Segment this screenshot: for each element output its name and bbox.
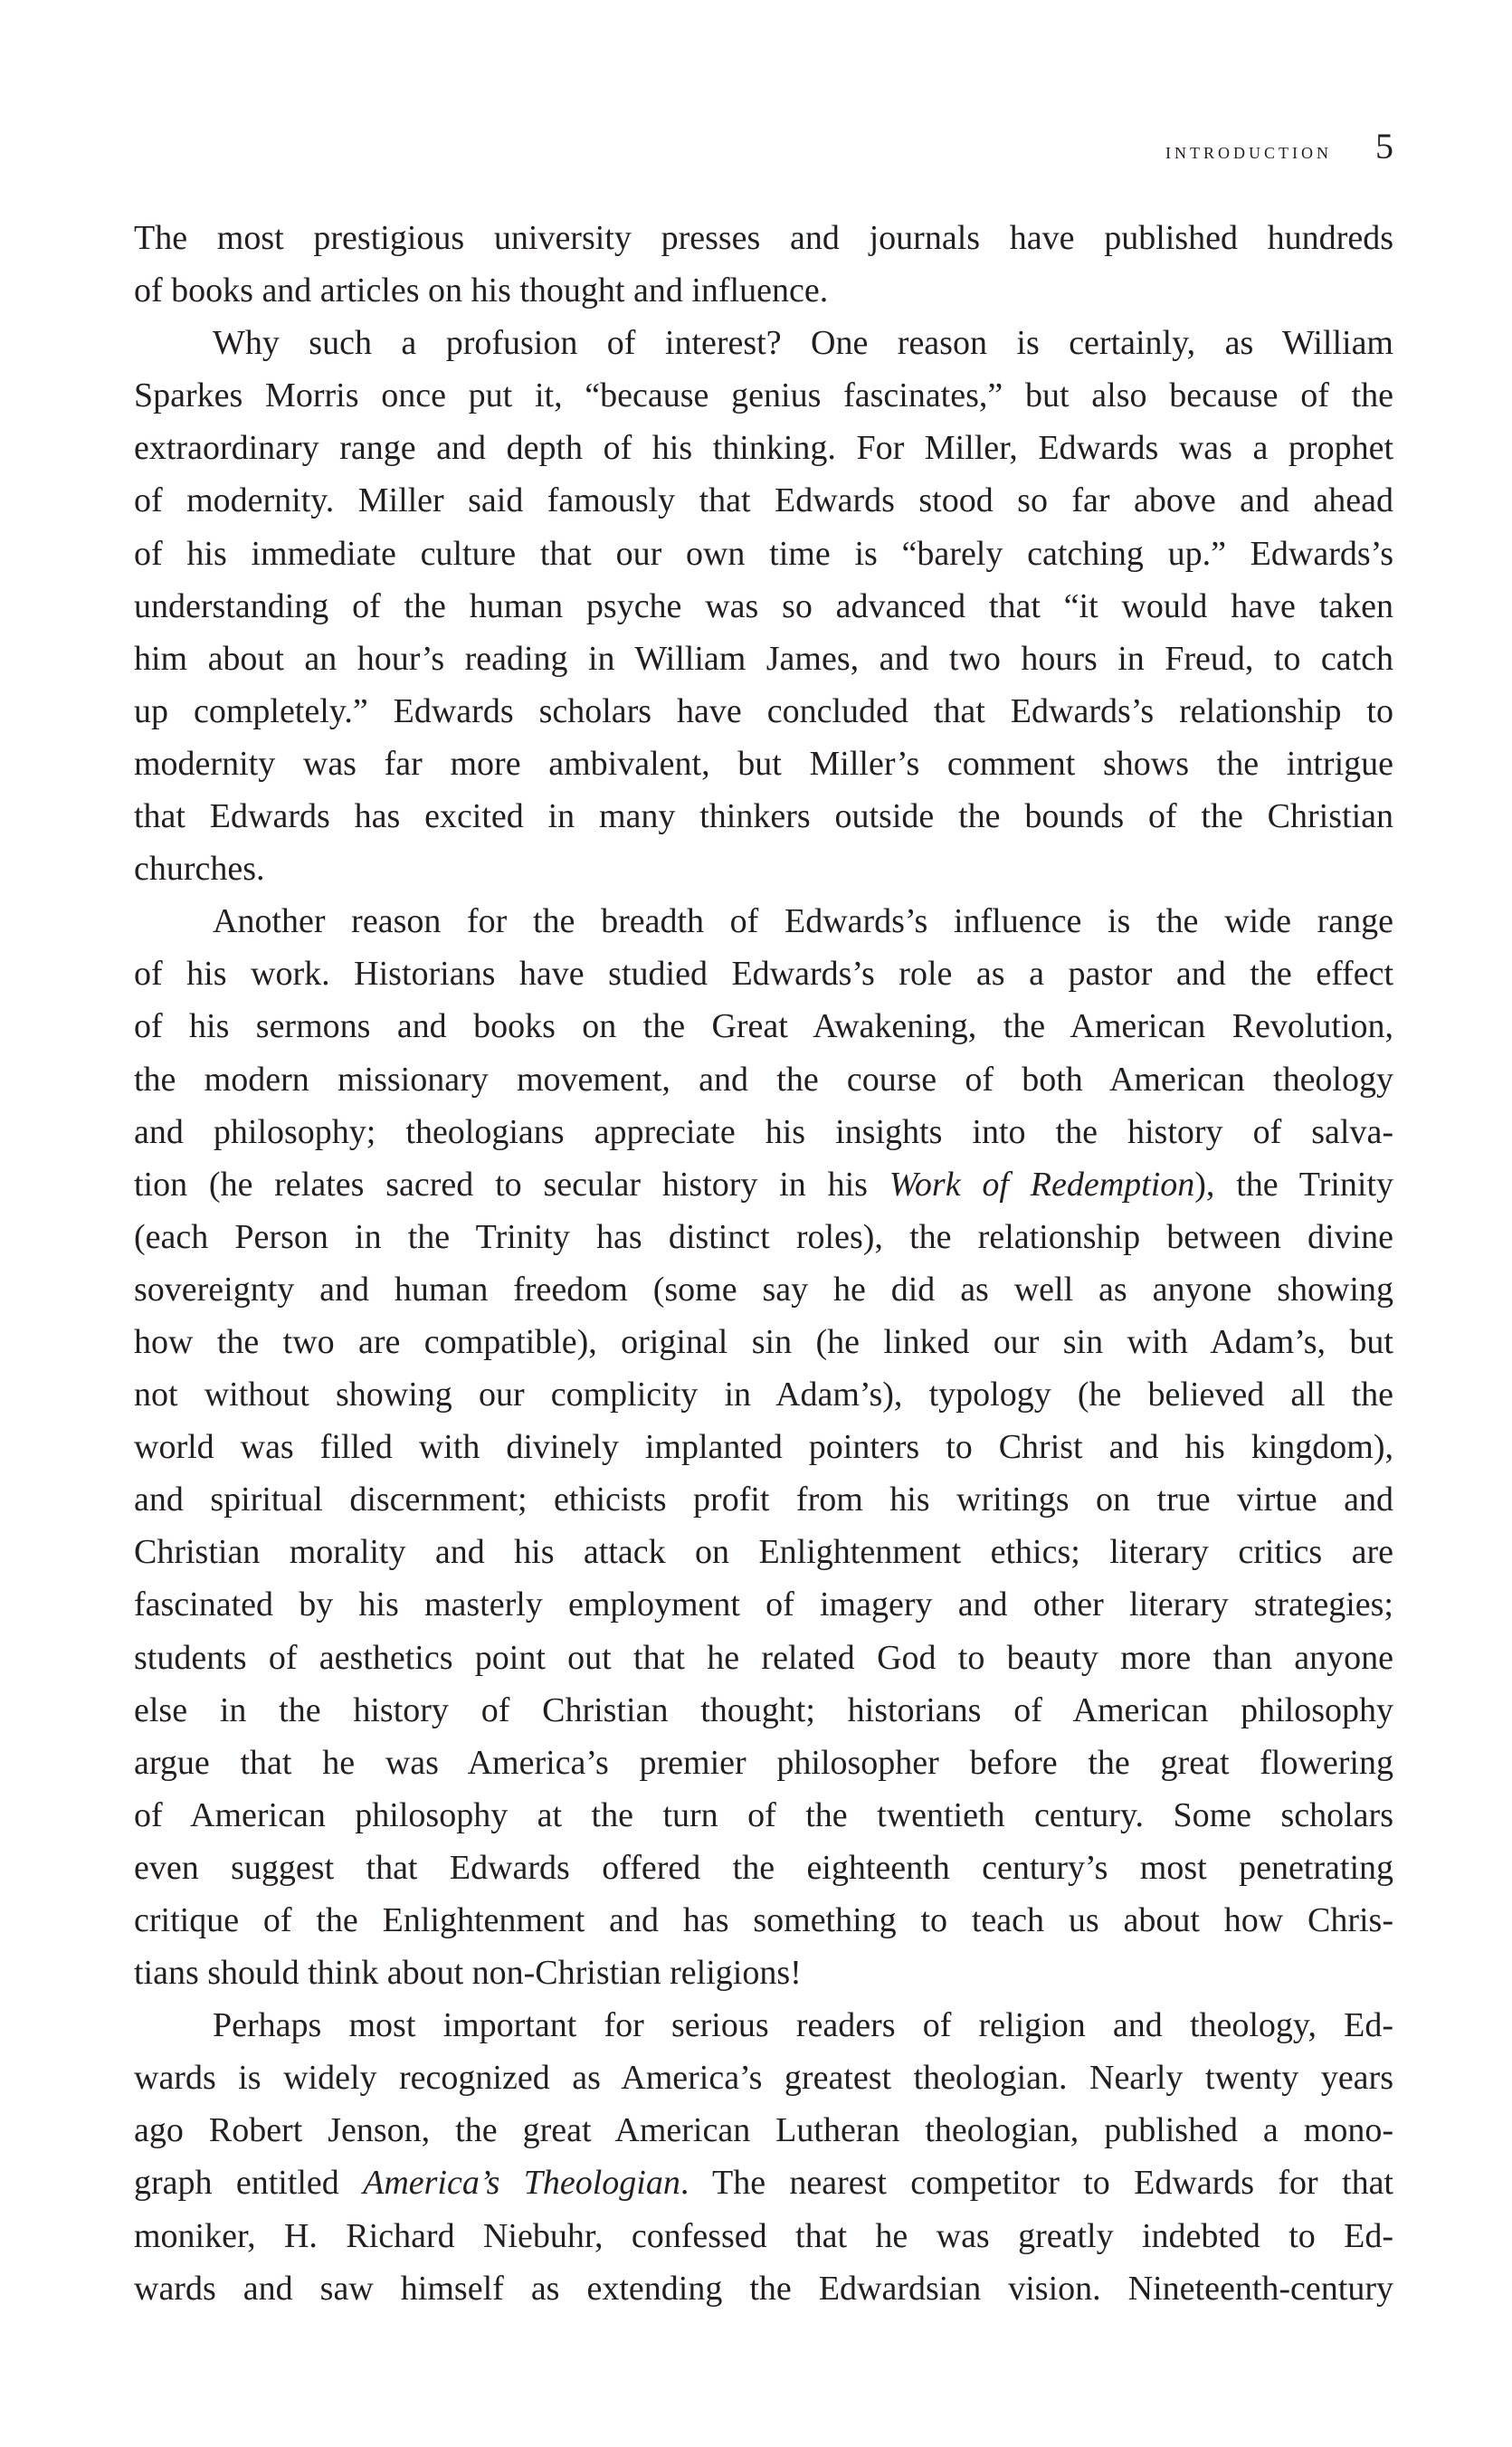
text-line [134,212,1393,264]
text-segment: ago Robert Jenson, the great American Lutheran theologian, published a mono- [134,2111,1393,2150]
text-segment: Christian morality and his attack on Enlightenment ethics; literary critics are [134,1533,1393,1572]
text-segment: tians should think about non-Christian religions! [134,1954,802,1993]
text-line [134,1999,1393,2052]
text-line [134,1263,1393,1316]
text-line [134,895,1393,947]
text-segment: extraordinary range and depth of his thinking. For Miller, Edwards was a prophet [134,429,1393,468]
text-segment: Why such a profusion of interest? One reason is certainly, as William [213,324,1393,363]
text-line [134,1211,1393,1263]
text-segment: . The nearest competitor to Edwards for that [680,2164,1393,2203]
text-line [134,580,1393,633]
text-line [134,1789,1393,1842]
text-line [134,264,1393,317]
text-line [134,1578,1393,1631]
text-segment: up completely.” Edwards scholars have concluded that Edwards’s relationship to [134,691,1393,730]
text-line [134,1526,1393,1578]
page-number: 5 [1375,126,1393,167]
text-line [134,738,1393,790]
chapter-title: introduction [1165,139,1332,164]
text-line [134,528,1393,580]
text-segment: of American philosophy at the turn of the twentieth century. Some scholars [134,1795,1393,1834]
text-segment: students of aesthetics point out that he related God to beauty more than anyone [134,1638,1393,1677]
text-segment: critique of the Enlightenment and has something to teach us about how Chris- [134,1901,1393,1939]
text-line [134,1106,1393,1158]
text-line [134,843,1393,895]
text-line [134,685,1393,738]
text-segment: not without showing our complicity in Adam’s), typology (he believed all the [134,1376,1393,1414]
text-segment: graph entitled [134,2164,364,2203]
text-segment: wards is widely recognized as America’s greatest theologian. Nearly twenty years [134,2059,1393,2098]
text-segment: understanding of the human psyche was so advanced that “it would have taken [134,586,1393,625]
text-segment: wards and saw himself as extending the Edwardsian vision. Nineteenth-century [134,2269,1393,2308]
text-line [134,790,1393,843]
text-segment: Sparkes Morris once put it, “because genius fascinates,” but also because of the [134,376,1393,415]
text-segment: (each Person in the Trinity has distinct roles), the relationship between divine [134,1217,1393,1256]
text-line [134,1473,1393,1526]
text-line [134,1368,1393,1421]
text-line [134,2104,1393,2157]
text-line [134,1737,1393,1789]
text-segment: argue that he was America’s premier philosopher before the great flowering [134,1743,1393,1782]
text-segment: fascinated by his masterly employment of imagery and other literary strategies; [134,1585,1393,1624]
text-segment: of his work. Historians have studied Edwards’s role as a pastor and the effect [134,955,1393,994]
text-segment: that Edwards has excited in many thinkers outside the bounds of the Christian [134,797,1393,836]
text-segment: moniker, H. Richard Niebuhr, confessed that he was greatly indebted to Ed- [134,2216,1393,2255]
text-line [134,369,1393,422]
text-segment: the modern missionary movement, and the course of both American theology [134,1060,1393,1099]
text-segment: sovereignty and human freedom (some say he did as well as anyone showing [134,1270,1393,1309]
text-line [134,1947,1393,1999]
text-line [134,1158,1393,1211]
text-segment: how the two are compatible), original sin (he linked our sin with Adam’s, but [134,1322,1393,1361]
text-line [134,2052,1393,2104]
text-segment: modernity was far more ambivalent, but Miller’s comment shows the intrigue [134,744,1393,783]
text-segment: tion (he relates sacred to secular history in his [134,1165,889,1204]
text-line [134,1000,1393,1052]
text-segment: of books and articles on his thought and influence. [134,271,829,310]
text-segment: even suggest that Edwards offered the eighteenth century’s most penetrating [134,1848,1393,1887]
text-segment: and philosophy; theologians appreciate his insights into the history of salva- [134,1112,1393,1151]
text-segment: of his sermons and books on the Great Awakening, the American Revolution, [134,1007,1393,1046]
text-line [134,422,1393,474]
body-text [134,212,1393,2315]
text-segment: him about an hour’s reading in William James, and two hours in Freud, to catch [134,639,1393,678]
italic-title: Work of Redemption [889,1165,1195,1204]
text-segment: churches. [134,850,265,889]
text-line [134,947,1393,1000]
text-segment: Perhaps most important for serious readers of religion and theology, Ed- [213,2006,1393,2045]
text-line [134,1053,1393,1106]
running-head [1013,126,1393,167]
text-line [134,317,1393,369]
text-segment: of his immediate culture that our own time is “barely catching up.” Edwards’s [134,534,1393,573]
text-line [134,1632,1393,1684]
text-line [134,2262,1393,2315]
text-segment: of modernity. Miller said famously that Edwards stood so far above and ahead [134,481,1393,520]
text-segment: The most prestigious university presses and journals have published hundreds [134,219,1393,257]
italic-title: America’s Theologian [363,2164,680,2203]
text-line [134,2210,1393,2262]
text-line [134,1316,1393,1368]
text-line [134,1421,1393,1473]
text-segment: Another reason for the breadth of Edwards’s influence is the wide range [213,902,1393,941]
text-line [134,2157,1393,2209]
text-line [134,1684,1393,1737]
text-line [134,1842,1393,1894]
text-line [134,633,1393,685]
text-segment: world was filled with divinely implanted pointers to Christ and his kingdom), [134,1428,1393,1467]
text-segment: ), the Trinity [1194,1165,1393,1204]
text-line [134,474,1393,527]
text-segment: else in the history of Christian thought; historians of American philosophy [134,1690,1393,1729]
text-segment: and spiritual discernment; ethicists profit from his writings on true virtue and [134,1481,1393,1519]
text-line [134,1894,1393,1947]
